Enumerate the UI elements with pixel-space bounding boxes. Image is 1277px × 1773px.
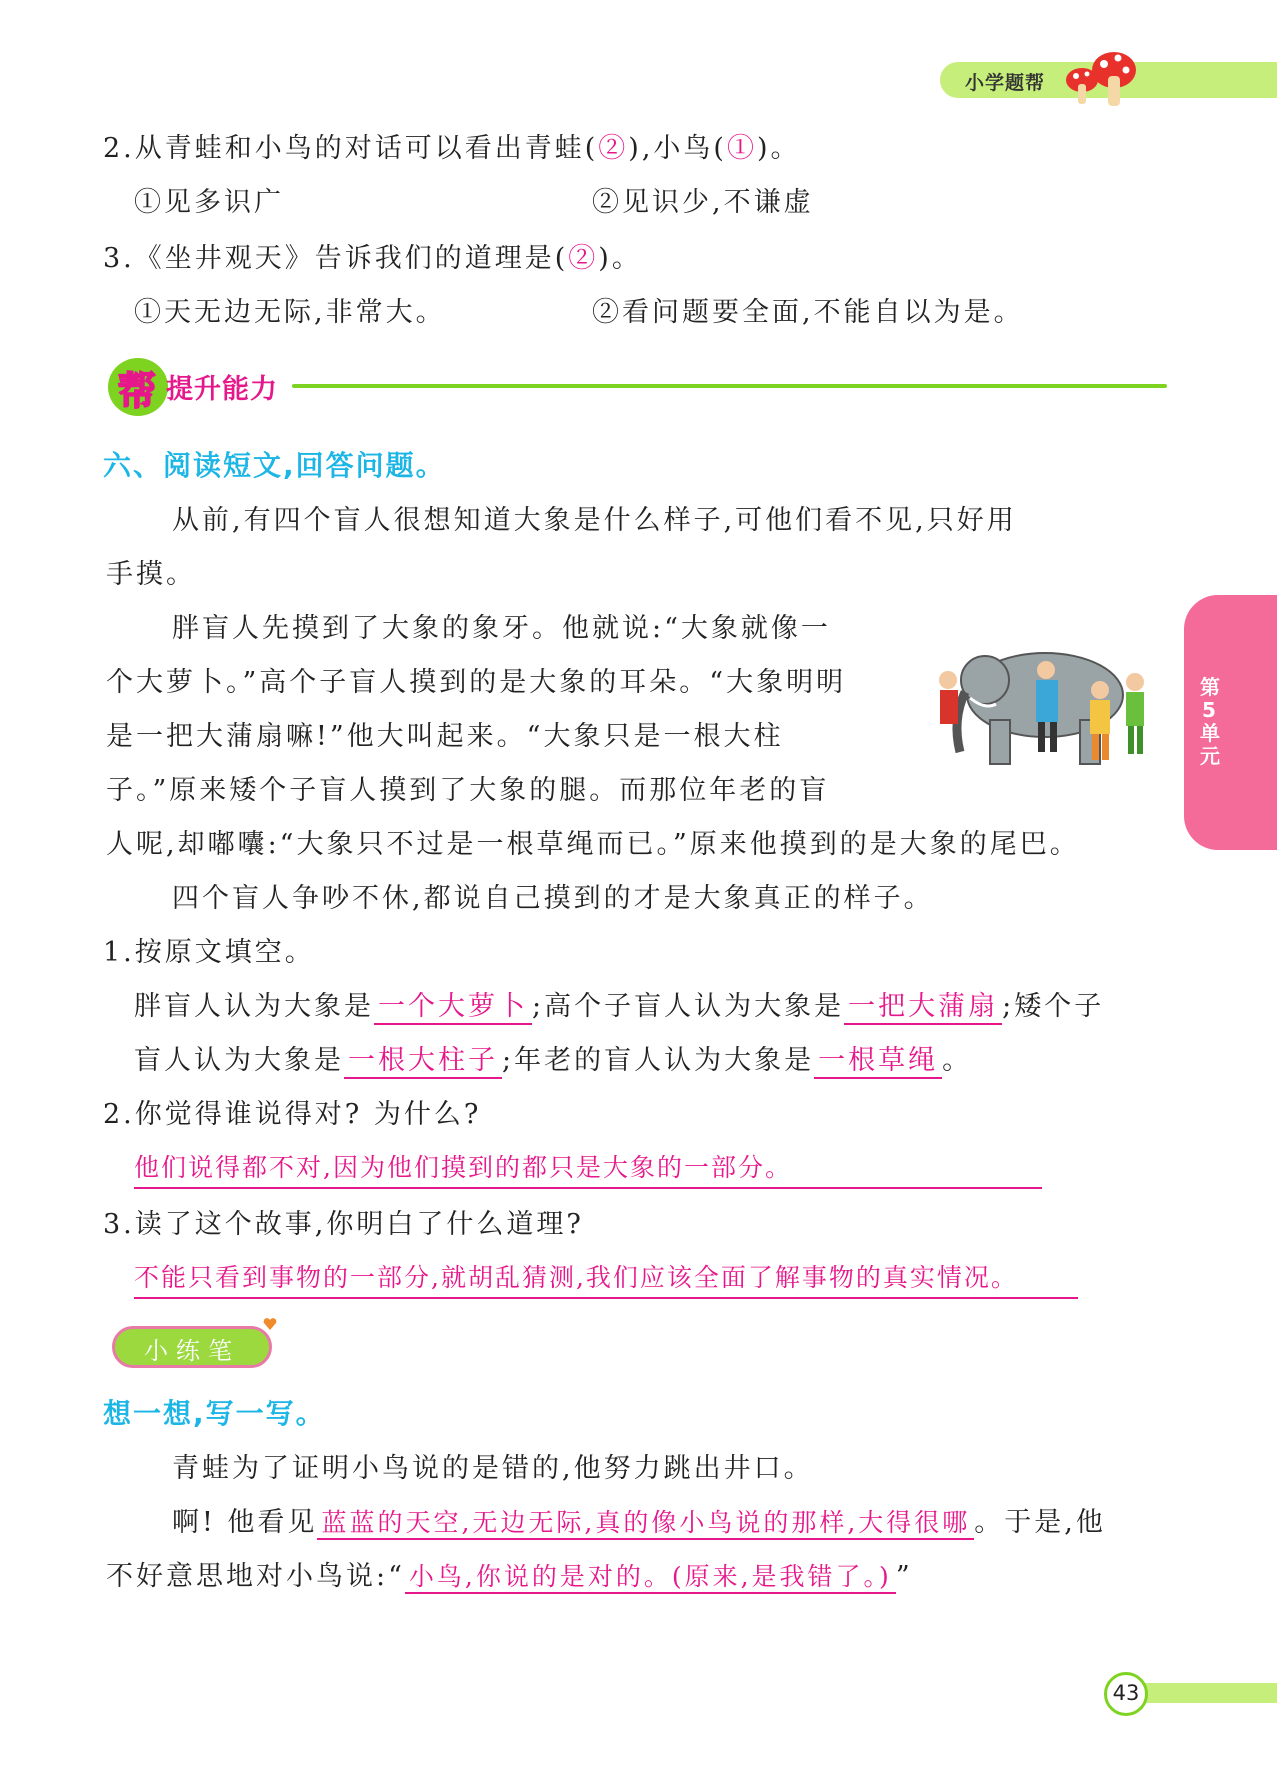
reading-question-2: 2.你觉得谁说得对? 为什么? bbox=[103, 1099, 482, 1130]
heart-icon bbox=[262, 1316, 278, 1332]
answer-q2-bird: ① bbox=[726, 133, 757, 164]
fill-answer: 一根大柱子 bbox=[344, 1045, 502, 1079]
reading-heading: 六、阅读短文,回答问题。 bbox=[103, 449, 446, 482]
practice-answer-1: 蓝蓝的天空,无边无际,真的像小鸟说的那样,大得很哪 bbox=[317, 1508, 974, 1540]
question-3: 3.《坐井观天》告诉我们的道理是(②)。 bbox=[103, 243, 642, 274]
reading-q2-answer: 他们说得都不对,因为他们摸到的都只是大象的一部分。 bbox=[134, 1148, 1042, 1189]
reading-q1-line-2: 盲人认为大象是 一根大柱子 ;年老的盲人认为大象是 一根草绳 。 bbox=[134, 1038, 972, 1077]
elephant-illustration bbox=[930, 640, 1162, 772]
passage-line: 四个盲人争吵不休,都说自己摸到的才是大象真正的样子。 bbox=[172, 883, 934, 914]
passage-line: 从前,有四个盲人很想知道大象是什么样子,可他们看不见,只好用 bbox=[172, 505, 1017, 536]
q2-option-2: ②见识少,不谦虚 bbox=[592, 187, 814, 218]
practice-pill-label: 小练笔 bbox=[144, 1337, 240, 1365]
practice-line-1: 青蛙为了证明小鸟说的是错的,他努力跳出井口。 bbox=[172, 1453, 814, 1484]
reading-q3-answer: 不能只看到事物的一部分,就胡乱猜测,我们应该全面了解事物的真实情况。 bbox=[134, 1258, 1078, 1299]
section-badge-label: 帮 bbox=[118, 369, 157, 413]
unit-side-tab bbox=[1184, 595, 1277, 850]
reading-question-3: 3.读了这个故事,你明白了什么道理? bbox=[103, 1209, 584, 1240]
fill-answer: 一个大萝卜 bbox=[374, 991, 532, 1025]
practice-answer-2: 小鸟,你说的是对的。(原来,是我错了。) bbox=[405, 1562, 896, 1594]
passage-line: 胖盲人先摸到了大象的象牙。他就说:“大象就像一 bbox=[172, 613, 831, 644]
q2-option-1: ①见多识广 bbox=[134, 187, 284, 218]
reading-question-1: 1.按原文填空。 bbox=[103, 937, 315, 968]
section-title: 提升能力 bbox=[166, 374, 278, 405]
reading-q1-line-1: 胖盲人认为大象是 一个大萝卜 ;高个子盲人认为大象是 一把大蒲扇 ;矮个子 bbox=[134, 984, 1104, 1023]
section-divider bbox=[292, 384, 1167, 388]
practice-line-3: 不好意思地对小鸟说:“ 小鸟,你说的是对的。(原来,是我错了。) ” bbox=[106, 1561, 913, 1592]
practice-heading: 想一想,写一写。 bbox=[103, 1397, 326, 1430]
page-number: 43 bbox=[1112, 1681, 1140, 1705]
passage-line: 子。”原来矮个子盲人摸到了大象的腿。而那位年老的盲 bbox=[106, 775, 830, 806]
passage-line: 人呢,却嘟囔:“大象只不过是一根草绳而已。”原来他摸到的是大象的尾巴。 bbox=[106, 829, 1080, 860]
question-2: 2.从青蛙和小鸟的对话可以看出青蛙(②),小鸟(①)。 bbox=[103, 133, 801, 164]
fill-answer: 一把大蒲扇 bbox=[844, 991, 1002, 1025]
mushroom-icon bbox=[1060, 44, 1140, 114]
answer-q2-frog: ② bbox=[598, 133, 629, 164]
unit-side-tab-label: 第5单元 bbox=[1200, 675, 1220, 768]
fill-answer: 一根草绳 bbox=[814, 1045, 942, 1079]
practice-line-2: 啊! 他看见 蓝蓝的天空,无边无际,真的像小鸟说的那样,大得很哪 。于是,他 bbox=[172, 1507, 1106, 1538]
q3-option-1: ①天无边无际,非常大。 bbox=[134, 297, 446, 328]
answer-q3: ② bbox=[568, 243, 599, 274]
q3-option-2: ②看问题要全面,不能自以为是。 bbox=[592, 297, 1024, 328]
passage-line: 是一把大蒲扇嘛!”他大叫起来。“大象只是一根大柱 bbox=[106, 721, 784, 752]
header-label: 小学题帮 bbox=[965, 72, 1046, 94]
passage-line: 手摸。 bbox=[106, 559, 196, 590]
passage-line: 个大萝卜。”高个子盲人摸到的是大象的耳朵。“大象明明 bbox=[106, 667, 847, 698]
